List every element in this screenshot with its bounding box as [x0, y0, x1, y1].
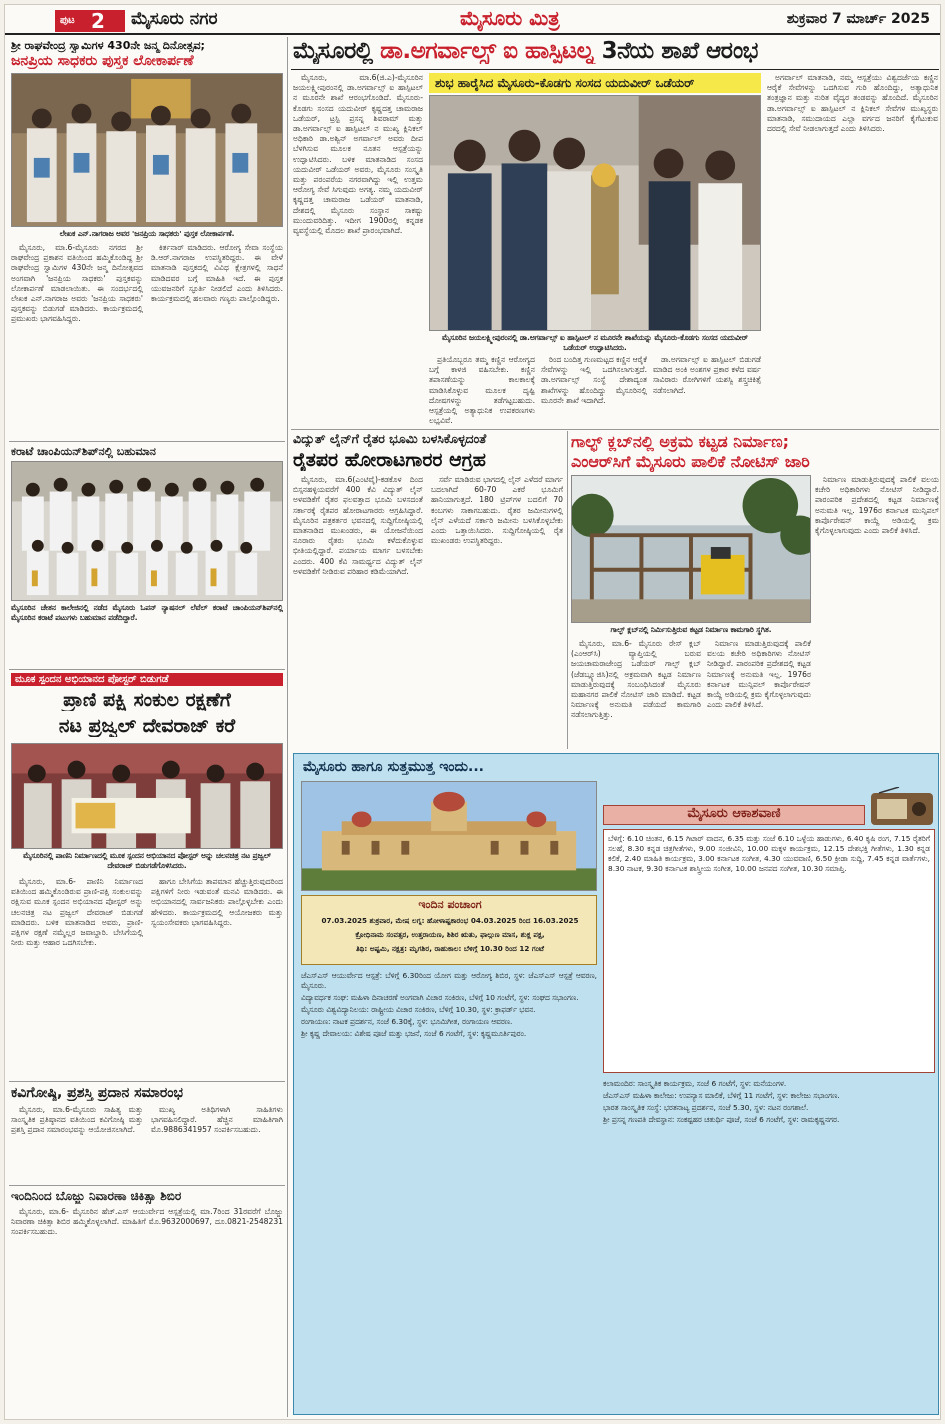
- power-line-headline-2: ರೈತಪರ ಹೋರಾಟಗಾರರ ಆಗ್ರಹ: [293, 449, 486, 471]
- raghavendra-body-col1: ಮೈಸೂರು, ಮಾ.6-ಮೈಸೂರು ನಗರದ ಶ್ರೀ ರಾಘವೇಂದ್ರ ಪ್ರಕಾಶನ ವತಿಯಿಂದ ಹಮ್ಮಿಕೊಂಡಿದ್ದ ಶ್ರೀ ರಾಘವೇಂದ್ರ ಸ್ವಾಮಿಗಳ 430ನೇ ಜನ್ಮ ದಿನೋತ್ಸವದ ಅಂಗವಾಗಿ 'ಜನಪ್ರಿಯ ಸಾಧಕರು' ಪುಸ್ತಕವನ್ನು ಲೋಕಾರ್ಪಣೆ ಮಾಡಲಾಯಿತು. ಈ ಸಂದರ್ಭದಲ್ಲಿ ಲೇಖಕ ಎನ್.ನಾಗರಾಜ ಅವರು 'ಜನಪ್ರಿಯ ಸಾಧಕರು' ಪುಸ್ತಕವನ್ನು ಬಿಡುಗಡೆ ಮಾಡಿದರು. ಕಾರ್ಯಕ್ರಮದಲ್ಲಿ ಪ್ರಮುಖರು ಭಾಗವಹಿಸಿದ್ದರು.: [11, 243, 143, 324]
- power-line-body-col2: ಸರ್ವೆ ಮಾಡಿರುವ ಭಾಗದಲ್ಲಿ ಲೈನ್ ಎಳೆದರೆ ಮಾರ್ಗ ಬದಲಾಗಿದೆ 60-70 ಎಕರೆ ಭೂಮಿಗೆ ಹಾನಿಯಾಗುತ್ತದೆ. 180 ಟ್ರಿಪ್‌ಗಳ ಬದಲಿಗೆ 70 ಕಂಬಗಳು ಸಾಕಾಗಬಹುದು. ರೈತರ ಜಮೀನುಗಳಲ್ಲಿ ಲೈನ್ ಎಳೆಯದೆ ಸರ್ಕಾರಿ ಜಮೀನು ಬಳಸಿಕೊಳ್ಳಬೇಕು ಎಂದು ಒತ್ತಾಯಿಸಿದರು. ಸುದ್ದಿಗೋಷ್ಠಿಯಲ್ಲಿ ರೈತ ಮುಖಂಡರು ಉಪಸ್ಥಿತರಿದ್ದರು.: [431, 475, 563, 546]
- panchanga-box: [301, 895, 597, 965]
- obesity-camp-headline: ಇಂದಿನಿಂದ ಬೊಜ್ಜು ನಿವಾರಣಾ ಚಿಕಿತ್ಸಾ ಶಿಬಿರ: [11, 1189, 182, 1203]
- main-headline: ಮೈಸೂರಲ್ಲಿ ಡಾ.ಅಗರ್ವಾಲ್ಸ್ ಐ ಹಾಸ್ಪಿಟಲ್ನ 3ನೆಯ ಶಾಖೆ ಆರಂಭ: [293, 38, 758, 64]
- poster-release-photo: [11, 743, 283, 849]
- raghavendra-body-col2: ಕಿರ್ತನಾರ್ ಮಾಡಿದರು. ಆರೋಗ್ಯ ಸೇವಾ ಸಂಸ್ಥೆಯ ಡಿ.ಆರ್.ನಾಗರಾಜ ಉಪಸ್ಥಿತರಿದ್ದರು. ಈ ವೇಳೆ ಮಾತನಾಡಿ ಪುಸ್ತಕದಲ್ಲಿ ವಿವಿಧ ಕ್ಷೇತ್ರಗಳಲ್ಲಿ ಸಾಧನೆ ಮಾಡಿದವರ ಬಗ್ಗೆ ಮಾಹಿತಿ ಇದೆ. ಈ ಪುಸ್ತಕ ಯುವಜನರಿಗೆ ಸ್ಫೂರ್ತಿ ನೀಡಲಿದೆ ಎಂದು ತಿಳಿಸಿದರು. ಕಾರ್ಯಕ್ರಮದಲ್ಲಿ ಹಲವಾರು ಗಣ್ಯರು ಪಾಲ್ಗೊಂಡಿದ್ದರು.: [151, 243, 283, 304]
- book-release-caption: ಲೇಖಕ ಎನ್.ನಾಗರಾಜ ಅವರ 'ಜನಪ್ರಿಯ ಸಾಧಕರು' ಪುಸ್ತಕ ಲೋಕಾರ್ಪಣೆ.: [59, 229, 235, 238]
- radio-title: ಮೈಸೂರು ಆಕಾಶವಾಣಿ: [603, 805, 865, 825]
- main-subhead: ಶುಭ ಹಾರೈಸಿದ ಮೈಸೂರು-ಕೊಡಗು ಸಂಸದ ಯದುವೀರ್ ಒಡೆಯರ್: [429, 73, 761, 93]
- karate-photo: [11, 461, 283, 601]
- inauguration-caption: ಮೈಸೂರಿನ ಜಯಲಕ್ಷ್ಮೀಪುರಂನಲ್ಲಿ ಡಾ.ಅಗರ್ವಾಲ್ಸ್ ಐ ಹಾಸ್ಪಿಟಲ್ ನ ಮೂರನೇ ಶಾಖೆಯನ್ನು ಮೈಸೂರು-ಕೊಡಗು ಸಂಸದ ಯದುವೀರ್ ಒಡೆಯರ್ ಉದ್ಘಾಟಿಸಿದರು.: [442, 333, 748, 352]
- golf-body-col2: ನಿರ್ಮಾಣ ಮಾಡುತ್ತಿರುವುದಕ್ಕೆ ಪಾಲಿಕೆ ವಲಯ ಕಚೇರಿ ಅಧಿಕಾರಿಗಳು ನೋಟಿಸ್ ನೀಡಿದ್ದಾರೆ. ಪಾರಂಪರಿಕ ಪ್ರದೇಶದಲ್ಲಿ ಕಟ್ಟಡ ನಿರ್ಮಾಣಕ್ಕೆ ಅನುಮತಿ ಇಲ್ಲ. 1976ರ ಕರ್ನಾಟಕ ಮುನ್ಸಿಪಲ್ ಕಾರ್ಪೊರೇಷನ್ ಕಾಯ್ದೆ ಅಡಿಯಲ್ಲಿ ಕ್ರಮ ಕೈಗೊಳ್ಳಲಾಗುವುದು ಎಂದು ಪಾಲಿಕೆ ತಿಳಿಸಿದೆ.: [815, 475, 939, 536]
- golf-club-caption: ಗಾಲ್ಫ್ ಕ್ಲಬ್‌ನಲ್ಲಿ ನಿರ್ಮಿಸುತ್ತಿರುವ ಕಟ್ಟಡ ನಿರ್ಮಾಣ ಕಾಮಗಾರಿ ಸ್ಥಗಿತ.: [610, 625, 772, 634]
- event-item: ಜೆಎಸ್‌ಎಸ್ ಮಹಿಳಾ ಕಾಲೇಜು: ಉಪನ್ಯಾಸ ಮಾಲಿಕೆ, ಬೆಳಿಗ್ಗೆ 11 ಗಂಟೆಗೆ, ಸ್ಥಳ: ಕಾಲೇಜು ಸಭಾಂಗಣ.: [603, 1091, 840, 1100]
- animal-protection-headline-2: ನಟ ಪ್ರಜ್ವಲ್ ದೇವರಾಜ್ ಕರೆ: [58, 715, 236, 737]
- kavigoshti-body-col2: ಮುಖ್ಯ ಅತಿಥಿಗಳಾಗಿ ಸಾಹಿತಿಗಳು ಭಾಗವಹಿಸಲಿದ್ದಾರೆ. ಹೆಚ್ಚಿನ ಮಾಹಿತಿಗಾಗಿ ಮೊ.9886341957 ಸಂಪರ್ಕಿಸಬಹುದು.: [151, 1105, 283, 1135]
- main-body-col4: ಡಾ.ಅಗರ್ವಾಲ್ಸ್ ಐ ಹಾಸ್ಪಿಟಲ್ ಬಿಡುಗಡೆ ಮಾಡಿದ ಅಂಕಿ ಅಂಶಗಳ ಪ್ರಕಾರ ಕಳೆದ ವರ್ಷ ಸಾವಿರಾರು ರೋಗಿಗಳಿಗೆ ಯಶಸ್ವಿ ಶಸ್ತ್ರಚಿಕಿತ್ಸೆ ನಡೆಸಲಾಗಿದೆ.: [653, 355, 761, 395]
- animal-body-col2: ಹಾಗೂ ಬೇಸಿಗೆಯ ತಾಪಮಾನ ಹೆಚ್ಚುತ್ತಿರುವುದರಿಂದ ಪಕ್ಷಿಗಳಿಗೆ ನೀರು ಇಡುವಂತೆ ಮನವಿ ಮಾಡಿದರು. ಈ ಅಭಿಯಾನದಲ್ಲಿ ಸಾರ್ವಜನಿಕರು ಪಾಲ್ಗೊಳ್ಳಬೇಕು ಎಂದು ಹೇಳಿದರು. ಕಾರ್ಯಕ್ರಮದಲ್ಲಿ ಆಯೋಜಕರು ಮತ್ತು ಸ್ವಯಂಸೇವಕರು ಭಾಗವಹಿಸಿದ್ದರು.: [151, 877, 283, 927]
- event-item: ಕಲಾಮಂದಿರ: ಸಾಂಸ್ಕೃತಿಕ ಕಾರ್ಯಕ್ರಮ, ಸಂಜೆ 6 ಗಂಟೆಗೆ, ಸ್ಥಳ: ಮನೆಯಂಗಳ.: [603, 1079, 787, 1088]
- golf-club-headline-2: ಎಂಆರ್‌ಸಿಗೆ ಮೈಸೂರು ಪಾಲಿಕೆ ನೋಟಿಸ್ ಜಾರಿ: [571, 452, 810, 471]
- radio-icon: [869, 787, 935, 827]
- poster-release-caption: ಮೈಸೂರಿನಲ್ಲಿ ಪಾಣಿನಿ ನಿರ್ಮಾಣದಲ್ಲಿ ಮೂಕ ಸ್ಪಂದನ ಅಭಿಯಾನದ ಪೋಸ್ಟರ್ ಅನ್ನು ಚಲನಚಿತ್ರ ನಟ ಪ್ರಜ್ವಲ್ ದೇವರಾಜ್ ಬಿಡುಗಡೆಗೊಳಿಸಿದರು.: [23, 851, 271, 870]
- event-item: ಭಾರತ ಸಾಂಸ್ಕೃತಿಕ ಸಂಸ್ಥೆ: ಭರತನಾಟ್ಯ ಪ್ರದರ್ಶನ, ಸಂಜೆ 5.30, ಸ್ಥಳ: ನಟನ ರಂಗಶಾಲೆ.: [603, 1103, 809, 1112]
- panchanga-title: ಇಂದಿನ ಪಂಚಾಂಗ: [418, 898, 482, 911]
- events-list-right: [603, 1079, 935, 1411]
- mysore-palace-photo: [301, 781, 597, 891]
- section-title: ಮೈಸೂರು ನಗರ: [131, 9, 218, 29]
- panchanga-line-3: ತಿಥಿ: ಅಷ್ಟಮಿ, ನಕ್ಷತ್ರ: ಮೃಗಶಿರ, ರಾಹುಕಾಲ: ಬೆಳಿಗ್ಗೆ 10.30 ರಿಂದ 12 ಗಂಟೆ: [355, 944, 544, 953]
- page-label: ಪುಟ: [60, 15, 75, 26]
- power-line-body-col1: ಮೈಸೂರು, ಮಾ.6(ಎಂಟಿವೈ)-ಕಡಕೊಳ ದಿಂದ ಬಿಸ್ಸನಹಳ್ಳಿಯವರೆಗೆ 400 ಕೆವಿ ವಿದ್ಯುತ್ ಲೈನ್ ಅಳವಡಿಕೆಗೆ ರೈತರ ಫಲವತ್ತಾದ ಭೂಮಿ ಬಳಸದಂತೆ ಸರ್ಕಾರಕ್ಕೆ ರೈತಪರ ಹೋರಾಟಗಾರರು ಆಗ್ರಹಿಸಿದ್ದಾರೆ. ಮೈಸೂರಿನ ಪತ್ರಕರ್ತರ ಭವನದಲ್ಲಿ ಸುದ್ದಿಗೋಷ್ಠಿಯಲ್ಲಿ ಮಾತನಾಡಿದ ಮುಖಂಡರು, ಈ ಯೋಜನೆಯಿಂದ ನೂರಾರು ರೈತರು ಭೂಮಿ ಕಳೆದುಕೊಳ್ಳುವ ಭೀತಿಯಲ್ಲಿದ್ದಾರೆ. ಪರ್ಯಾಯ ಮಾರ್ಗ ಬಳಸಬೇಕು ಎಂದರು. 400 ಕೆವಿ ಸಾಮರ್ಥ್ಯದ ವಿದ್ಯುತ್ ಲೈನ್ ಅಳವಡಿಕೆಗೆ ನೀಡಿರುವ ಪರಿಹಾರ ಕಡಿಮೆಯಾಗಿದೆ.: [293, 475, 423, 576]
- karate-headline: ಕರಾಟೆ ಚಾಂಪಿಯನ್‌ಶಿಪ್‌ನಲ್ಲಿ ಬಹುಮಾನ: [11, 445, 156, 458]
- today-section-title: ಮೈಸೂರು ಹಾಗೂ ಸುತ್ತಮುತ್ತ ಇಂದು...: [303, 759, 484, 775]
- karate-caption: ಮೈಸೂರಿನ ಚೇತನ ಕಾಲೇಜಿನಲ್ಲಿ ನಡೆದ ಮೈಸೂರು ಓಪನ್ ನ್ಯಾಷನಲ್ ಲೆವೆಲ್ ಕರಾಟೆ ಚಾಂಪಿಯನ್‌ಶಿಪ್‌ನಲ್ಲಿ ಮೈಸೂರಿನ ಕರಾಟೆ ಪಟುಗಳು ಬಹುಮಾನ ಪಡೆದಿದ್ದಾರೆ.: [11, 603, 283, 622]
- event-item: ವಿದ್ಯಾವರ್ಧಕ ಸಂಘ: ಮಹಿಳಾ ದಿನಾಚರಣೆ ಅಂಗವಾಗಿ ವಿಚಾರ ಸಂಕಿರಣ, ಬೆಳಿಗ್ಗೆ 10 ಗಂಟೆಗೆ, ಸ್ಥಳ: ಸಂಘದ ಸಭಾಂಗಣ.: [301, 993, 579, 1002]
- event-item: ಮೈಸೂರು ವಿಶ್ವವಿದ್ಯಾನಿಲಯ: ರಾಷ್ಟ್ರೀಯ ವಿಚಾರ ಸಂಕಿರಣ, ಬೆಳಿಗ್ಗೆ 10.30, ಸ್ಥಳ: ಕ್ರಾಫರ್ಡ್ ಭವನ.: [301, 1005, 536, 1014]
- mooka-spandana-kicker: ಮೂಕ ಸ್ಪಂದನ ಅಭಿಯಾನದ ಪೋಸ್ಟರ್ ಬಿಡುಗಡೆ: [11, 673, 283, 686]
- panchanga-line-2: ಕ್ರೋಧಿನಾಮ ಸಂವತ್ಸರ, ಉತ್ತರಾಯಣ, ಶಿಶಿರ ಋತು, ಫಾಲ್ಗುಣ ಮಾಸ, ಶುಕ್ಲ ಪಕ್ಷ,: [355, 930, 545, 939]
- obesity-camp-body: ಮೈಸೂರು, ಮಾ.6- ಮೈಸೂರಿನ ಹೆಚ್.ಎಸ್ ಆಯುರ್ವೇದ ಆಸ್ಪತ್ರೆಯಲ್ಲಿ ಮಾ.7ರಿಂದ 31ರವರೆಗೆ ಬೊಜ್ಜು ನಿವಾರಣಾ ಚಿಕಿತ್ಸಾ ಶಿಬಿರ ಹಮ್ಮಿಕೊಳ್ಳಲಾಗಿದೆ. ಮಾಹಿತಿಗೆ ಮೊ.9632000697, ದೂ.0821-2548231 ಸಂಪರ್ಕಿಸಬಹುದು.: [11, 1207, 283, 1237]
- paper-name: ಮೈಸೂರು ಮಿತ್ರ: [460, 6, 560, 30]
- raghavendra-headline-2: ಜನಪ್ರಿಯ ಸಾಧಕರು ಪುಸ್ತಕ ಲೋಕಾರ್ಪಣೆ: [11, 53, 194, 69]
- main-body-col2: ಪ್ರತಿಯೊಬ್ಬರೂ ತಮ್ಮ ಕಣ್ಣಿನ ಆರೋಗ್ಯದ ಬಗ್ಗೆ ಕಾಳಜಿ ವಹಿಸಬೇಕು. ಕಣ್ಣಿನ ತಪಾಸಣೆಯನ್ನು ಕಾಲಕಾಲಕ್ಕೆ ಮಾಡಿಸಿಕೊಳ್ಳುವ ಮೂಲಕ ದೃಷ್ಟಿ ದೋಷಗಳನ್ನು ತಡೆಗಟ್ಟಬಹುದು. ಆಸ್ಪತ್ರೆಯಲ್ಲಿ ಅತ್ಯಾಧುನಿಕ ಉಪಕರಣಗಳು ಲಭ್ಯವಿವೆ.: [429, 355, 535, 425]
- golf-club-headline-1: ಗಾಲ್ಫ್ ಕ್ಲಬ್‌ನಲ್ಲಿ ಅಕ್ರಮ ಕಟ್ಟಡ ನಿರ್ಮಾಣ;: [571, 432, 789, 451]
- page-number: 2: [91, 9, 105, 33]
- main-body-col5: ಅಗರ್ವಾಲ್ ಮಾತನಾಡಿ, ನಮ್ಮ ಆಸ್ಪತ್ರೆಯು ವಿಶ್ವದರ್ಜೆಯ ಕಣ್ಣಿನ ಆರೈಕೆ ಸೇವೆಗಳನ್ನು ಒದಗಿಸುವ ಗುರಿ ಹೊಂದಿದ್ದು, ಅತ್ಯಾಧುನಿಕ ತಂತ್ರಜ್ಞಾನ ಮತ್ತು ನುರಿತ ವೈದ್ಯರ ತಂಡವನ್ನು ಹೊಂದಿದೆ. ಮೈಸೂರಿನ ಡಾ.ಅಗರ್ವಾಲ್ಸ್ ಐ ಹಾಸ್ಪಿಟಲ್ ನ ಕ್ಲಿನಿಕಲ್ ಸೇವೆಗಳ ಮುಖ್ಯಸ್ಥರು ಮಾತನಾಡಿ, ಸಮುದಾಯದ ಎಲ್ಲಾ ವರ್ಗದ ಜನರಿಗೆ ಕೈಗೆಟುಕುವ ದರದಲ್ಲಿ ಸೇವೆ ನೀಡಲಾಗುತ್ತದೆ ಎಂದು ತಿಳಿಸಿದರು.: [767, 73, 938, 134]
- power-line-headline-1: ವಿದ್ಯುತ್ ಲೈನ್‌ಗೆ ರೈತರ ಭೂಮಿ ಬಳಸಿಕೊಳ್ಳದಂತೆ: [293, 431, 487, 446]
- raghavendra-headline-1: ಶ್ರೀ ರಾಘವೇಂದ್ರ ಸ್ವಾಮಿಗಳ 430ನೇ ಜನ್ಮ ದಿನೋತ್ಸವ;: [11, 39, 205, 52]
- event-item: ಶ್ರೀ ಕೃಷ್ಣ ದೇವಾಲಯ: ವಿಶೇಷ ಪೂಜೆ ಮತ್ತು ಭಜನೆ, ಸಂಜೆ 6 ಗಂಟೆಗೆ, ಸ್ಥಳ: ಕೃಷ್ಣಮೂರ್ತಿಪುರಂ.: [301, 1029, 527, 1038]
- book-release-photo: [11, 73, 283, 227]
- main-body-col1: ಮೈಸೂರು, ಮಾ.6(ಜಿ.ಎ)-ಮೈಸೂರಿನ ಜಯಲಕ್ಷ್ಮೀಪುರಂನಲ್ಲಿ ಡಾ.ಅಗರ್ವಾಲ್ಸ್ ಐ ಹಾಸ್ಪಿಟಲ್ ನ ಮೂರನೇ ಶಾಖೆ ಆರಂಭಗೊಂಡಿದೆ. ಮೈಸೂರು-ಕೊಡಗು ಸಂಸದ ಯದುವೀರ್ ಕೃಷ್ಣದತ್ತ ಚಾಮರಾಜ ಒಡೆಯರ್, ಟ್ರಸ್ಟಿ ಪ್ರಸನ್ನ ಶಿವರಾಮ್ ಮತ್ತು ಡಾ.ಅಗರ್ವಾಲ್ಸ್ ಐ ಹಾಸ್ಪಿಟಲ್ ನ ಮುಖ್ಯ ಕ್ಲಿನಿಕಲ್ ಅಧಿಕಾರಿ ಡಾ.ಅಶ್ವಿನ್ ಅಗರ್ವಾಲ್ ಅವರು ದೀಪ ಬೆಳಗಿಸುವ ಮೂಲಕ ನೂತನ ಆಸ್ಪತ್ರೆಯನ್ನು ಉದ್ಘಾಟಿಸಿದರು. ಬಳಿಕ ಮಾತನಾಡಿದ ಸಂಸದ ಯದುವೀರ್ ಒಡೆಯರ್ ಅವರು, ಮೈಸೂರು ಸಂಸ್ಕೃತಿ ಮತ್ತು ಪರಂಪರೆಯ ನಗರವಾಗಿದ್ದು ಇಲ್ಲಿ ಉತ್ತಮ ಆರೋಗ್ಯ ಸೇವೆ ಸಿಗುವುದು ಅಗತ್ಯ. ನಮ್ಮ ಯದುವೀರ್ ಕೃಷ್ಣದತ್ತ ಚಾಮರಾಜ ಒಡೆಯರ್ ಮಾತನಾಡಿ, ದೇಶದಲ್ಲಿ ಮೈಸೂರು ಸಂಸ್ಥಾನ ಸಾಕಷ್ಟು ಮುಂದುವರಿದಿತ್ತು. ಇದೀಗ 1900ರಲ್ಲಿ ಕನ್ನಡಕ ವ್ಯವಸ್ಥೆಯಲ್ಲಿ ಮೊದಲ ಶಾಖೆ ಪ್ರಾರಂಭವಾಗಿದೆ.: [293, 73, 423, 236]
- issue-date: ಶುಕ್ರವಾರ 7 ಮಾರ್ಚ್ 2025: [786, 11, 930, 27]
- radio-schedule: ಬೆಳಿಗ್ಗೆ: 6.10 ಚಿಂತನ, 6.15 ಗಿಟಾರ್ ವಾದನ, 6.35 ಮತ್ತು ಸಂಜೆ 6.10 ಒಳ್ಳೆಯ ಹಾಡುಗಳು, 6.40 ಕೃಷಿ ರಂಗ, 7.15 ರೈತರಿಗೆ ಸಲಹೆ, 8.30 ಕನ್ನಡ ಚಿತ್ರಗೀತೆಗಳು, 9.00 ಸಂಜೀವಿನಿ, 10.00 ಮಕ್ಕಳ ಕಾರ್ಯಕ್ರಮ, 12.15 ದೇಶಭಕ್ತಿ ಗೀತೆಗಳು, 1.30 ಕನ್ನಡ ಕಲಿಕೆ, 2.40 ಮಾಹಿತಿ ಕಾರ್ಯಕ್ರಮ, 3.00 ಕರ್ನಾಟಕ ಸಂಗೀತ, 4.30 ಯುವವಾಣಿ, 6.50 ಕ್ರೀಡಾ ಸುದ್ದಿ, 7.45 ಕನ್ನಡ ವಾರ್ತೆಗಳು, 8.30 ನಾಟಕ, 9.30 ಕರ್ನಾಟಕ ಶಾಸ್ತ್ರೀಯ ಸಂಗೀತ, 10.00 ಜನಪದ ಸಂಗೀತ, 10.30 ಸಮಾಪ್ತಿ.: [603, 829, 935, 1073]
- hospital-inauguration-photo: [429, 95, 761, 331]
- animal-body-col1: ಮೈಸೂರು, ಮಾ.6- ಪಾಣಿನಿ ನಿರ್ಮಾಣದ ವತಿಯಿಂದ ಹಮ್ಮಿಕೊಂಡಿರುವ ಪ್ರಾಣಿ-ಪಕ್ಷಿ ಸಂಕುಲವನ್ನು ರಕ್ಷಿಸುವ ಮೂಕ ಸ್ಪಂದನ ಅಭಿಯಾನದ ಪೋಸ್ಟರ್ ಅನ್ನು ಚಲನಚಿತ್ರ ನಟ ಪ್ರಜ್ವಲ್ ದೇವರಾಜ್ ಬಿಡುಗಡೆ ಮಾಡಿದರು. ಬಳಿಕ ಮಾತನಾಡಿದ ಅವರು, ಪ್ರಾಣಿ-ಪಕ್ಷಿಗಳ ರಕ್ಷಣೆ ನಮ್ಮೆಲ್ಲರ ಜವಾಬ್ದಾರಿ. ಬೇಸಿಗೆಯಲ್ಲಿ ನೀರು ಮತ್ತು ಆಹಾರ ಒದಗಿಸಬೇಕು.: [11, 877, 143, 948]
- masthead: [5, 5, 941, 35]
- kavigoshti-headline: ಕವಿಗೋಷ್ಠಿ, ಪ್ರಶಸ್ತಿ ಪ್ರದಾನ ಸಮಾರಂಭ: [11, 1085, 183, 1101]
- events-list: [301, 971, 597, 1411]
- event-item: ರಂಗಾಯಣ: ನಾಟಕ ಪ್ರದರ್ಶನ, ಸಂಜೆ 6.30ಕ್ಕೆ, ಸ್ಥಳ: ಭೂಮಿಗೀತ, ರಂಗಾಯಣ ಆವರಣ.: [301, 1017, 513, 1026]
- golf-body-col1: ಮೈಸೂರು, ಮಾ.6- ಮೈಸೂರು ರೇಸ್ ಕ್ಲಬ್ (ಎಂಆರ್‌ಸಿ) ವ್ಯಾಪ್ತಿಯಲ್ಲಿ ಬರುವ ಜಯಚಾಮರಾಜೇಂದ್ರ ಒಡೆಯರ್ ಗಾಲ್ಫ್ ಕ್ಲಬ್ (ಜೆಡಬ್ಲ್ಯೂಜಿಸಿ)ನಲ್ಲಿ ಅಕ್ರಮವಾಗಿ ಕಟ್ಟಡ ನಿರ್ಮಾಣ ಮಾಡುತ್ತಿರುವುದಕ್ಕೆ ಸಂಬಂಧಿಸಿದಂತೆ ಮೈಸೂರು ಮಹಾನಗರ ಪಾಲಿಕೆ ನೋಟಿಸ್ ಜಾರಿ ಮಾಡಿದೆ. ಕಟ್ಟಡ ನಿರ್ಮಾಣಕ್ಕೆ ಅನುಮತಿ ಪಡೆಯದೆ ಕಾಮಗಾರಿ ನಡೆಸಲಾಗುತ್ತಿತ್ತು.: [571, 639, 701, 720]
- main-body-col3: ರಿಂದ ಬಂದಿತ್ತ ಗುಣಮಟ್ಟದ ಕಣ್ಣಿನ ಆರೈಕೆ ಸೇವೆಗಳನ್ನು ಇಲ್ಲಿ ಒದಗಿಸಲಾಗುತ್ತದೆ. ಡಾ.ಅಗರ್ವಾಲ್ಸ್ ಸಂಸ್ಥೆ ದೇಶಾದ್ಯಂತ ಶಾಖೆಗಳನ್ನು ಹೊಂದಿದ್ದು ಮೈಸೂರಿನಲ್ಲಿ ಮೂರನೇ ಶಾಖೆ ಇದಾಗಿದೆ.: [541, 355, 647, 405]
- golf-club-construction-photo: [571, 475, 811, 623]
- event-item: ಶ್ರೀ ಪ್ರಸನ್ನ ಗಣಪತಿ ದೇವಸ್ಥಾನ: ಸಂಕಷ್ಟಹರ ಚತುರ್ಥಿ ಪೂಜೆ, ಸಂಜೆ 6 ಗಂಟೆಗೆ, ಸ್ಥಳ: ರಾಮಕೃಷ್ಣನಗರ.: [603, 1115, 840, 1124]
- panchanga-line-1: 07.03.2025 ಶುಕ್ರವಾರ, ಮೇಷ ಲಗ್ನ: ಹೋಳಾಷ್ಟಕಾರಂಭ 04.03.2025 ರಿಂದ 16.03.2025: [321, 916, 579, 925]
- animal-protection-headline-1: ಪ್ರಾಣಿ ಪಕ್ಷಿ ಸಂಕುಲ ರಕ್ಷಣೆಗೆ: [63, 689, 231, 711]
- kavigoshti-body-col1: ಮೈಸೂರು, ಮಾ.6-ಮೈಸೂರು ಸಾಹಿತ್ಯ ಮತ್ತು ಸಾಂಸ್ಕೃತಿಕ ಪ್ರತಿಷ್ಠಾನದ ವತಿಯಿಂದ ಕವಿಗೋಷ್ಠಿ ಮತ್ತು ಪ್ರಶಸ್ತಿ ಪ್ರದಾನ ಸಮಾರಂಭವನ್ನು ಆಯೋಜಿಸಲಾಗಿದೆ.: [11, 1105, 143, 1135]
- golf-body-col2b: ನಿರ್ಮಾಣ ಮಾಡುತ್ತಿರುವುದಕ್ಕೆ ಪಾಲಿಕೆ ವಲಯ ಕಚೇರಿ ಅಧಿಕಾರಿಗಳು ನೋಟಿಸ್ ನೀಡಿದ್ದಾರೆ. ಪಾರಂಪರಿಕ ಪ್ರದೇಶದಲ್ಲಿ ಕಟ್ಟಡ ನಿರ್ಮಾಣಕ್ಕೆ ಅನುಮತಿ ಇಲ್ಲ. 1976ರ ಕರ್ನಾಟಕ ಮುನ್ಸಿಪಲ್ ಕಾರ್ಪೊರೇಷನ್ ಕಾಯ್ದೆ ಅಡಿಯಲ್ಲಿ ಕ್ರಮ ಕೈಗೊಳ್ಳಲಾಗುವುದು ಎಂದು ಪಾಲಿಕೆ ತಿಳಿಸಿದೆ.: [707, 639, 811, 710]
- event-item: ಜೆಎಸ್‌ಎಸ್ ಆಯುರ್ವೇದ ಆಸ್ಪತ್ರೆ: ಬೆಳಿಗ್ಗೆ 6.30ರಿಂದ ಯೋಗ ಮತ್ತು ಆರೋಗ್ಯ ಶಿಬಿರ, ಸ್ಥಳ: ಜೆಎಸ್‌ಎಸ್ ಆಸ್ಪತ್ರೆ ಆವರಣ, ಮೈಸೂರು.: [301, 971, 597, 990]
- page-number-badge: [55, 10, 125, 32]
- newspaper-page: [4, 4, 941, 1420]
